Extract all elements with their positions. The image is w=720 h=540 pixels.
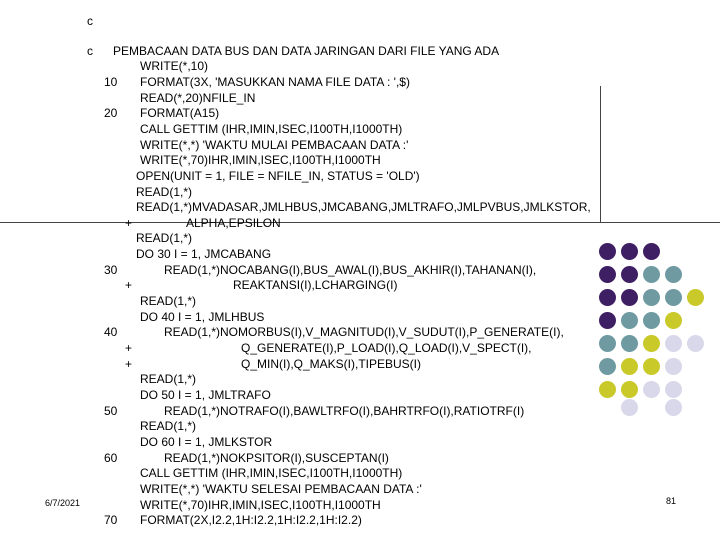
line-label: 60 [104, 450, 118, 465]
decorative-dot [643, 243, 660, 260]
code-line: CALL GETTIM (IHR,IMIN,ISEC,I100TH,I1000TH) [140, 466, 403, 481]
decorative-dot [665, 335, 682, 352]
decorative-dot [643, 381, 660, 398]
decorative-dot [599, 335, 616, 352]
code-line: Q_GENERATE(I),P_LOAD(I),Q_LOAD(I),V_SPECT(I), [241, 341, 532, 355]
code-line: READ(1,*) [140, 419, 197, 434]
code-line: WRITE(*,*) 'WAKTU MULAI PEMBACAAN DATA :' [140, 137, 409, 152]
decorative-dot [599, 289, 616, 306]
line-label: 20 [104, 106, 118, 121]
code-line: Q_MIN(I),Q_MAKS(I),TIPEBUS(I) [241, 356, 422, 371]
decorative-dot [665, 289, 682, 306]
code-line: WRITE(*,70)IHR,IMIN,ISEC,I100TH,I1000TH [140, 497, 381, 512]
decorative-dot [665, 358, 682, 375]
slide-date: 6/7/2021 [45, 498, 81, 508]
code-line: READ(*,20)NFILE_IN [140, 90, 256, 105]
line-label: + [125, 341, 133, 355]
code-line: READ(1,*) [140, 294, 197, 309]
code-line: READ(1,*) [140, 372, 197, 387]
decorative-dot [621, 358, 638, 375]
decorative-dot [665, 312, 682, 329]
code-line: ALPHA,EPSILON [186, 215, 281, 230]
horizontal-divider [0, 222, 720, 223]
code-line: DO 40 I = 1, JMLHBUS [140, 309, 265, 324]
decorative-dot [621, 312, 638, 329]
code-line: READ(1,*) [136, 184, 193, 199]
code-line: FORMAT(3X, 'MASUKKAN NAMA FILE DATA : ',$) [140, 74, 410, 89]
line-label: c [87, 14, 93, 28]
decorative-dot [621, 399, 638, 416]
decorative-dot [621, 266, 638, 283]
code-line: DO 60 I = 1, JMLKSTOR [140, 434, 273, 449]
line-label: + [125, 278, 133, 293]
line-label: 70 [104, 513, 118, 528]
line-label: 10 [104, 74, 118, 89]
code-line: READ(1,*)NOCABANG(I),BUS_AWAL(I),BUS_AKHIR(I),TAHANAN(I), [164, 262, 537, 277]
decorative-dot [643, 289, 660, 306]
decorative-dot [599, 312, 616, 329]
decorative-dot [643, 312, 660, 329]
slide-page-number: 81 [666, 496, 677, 506]
decorative-dot [621, 289, 638, 306]
decorative-dot [599, 381, 616, 398]
code-line: WRITE(*,10) [140, 59, 209, 74]
line-label: c [87, 43, 93, 58]
line-label: 50 [104, 403, 118, 418]
line-label: 40 [104, 325, 118, 340]
code-line: OPEN(UNIT = 1, FILE = NFILE_IN, STATUS = 'OLD') [136, 168, 420, 183]
code-line: READ(1,*)NOKPSITOR(I),SUSCEPTAN(I) [164, 450, 389, 465]
decorative-dot [665, 381, 682, 398]
decorative-dot [687, 335, 704, 352]
code-line: CALL GETTIM (IHR,IMIN,ISEC,I100TH,I1000TH) [140, 121, 403, 136]
decorative-dot [643, 335, 660, 352]
decorative-dot [621, 243, 638, 260]
code-line: READ(1,*) [136, 231, 193, 246]
code-line: READ(1,*)NOMORBUS(I),V_MAGNITUD(I),V_SUDUT(I),P_GENERATE(I), [164, 325, 564, 340]
decorative-dot [599, 243, 616, 260]
decorative-dot [621, 381, 638, 398]
vertical-divider [600, 86, 601, 222]
decorative-dot [621, 335, 638, 352]
decorative-dot [599, 266, 616, 283]
decorative-dot [665, 266, 682, 283]
decorative-dot [643, 358, 660, 375]
code-line: FORMAT(A15) [140, 106, 220, 121]
code-line: DO 30 I = 1, JMCABANG [136, 247, 272, 262]
decorative-dot [665, 399, 682, 416]
code-line: FORMAT(2X,I2.2,1H:I2.2,1H:I2.2,1H:I2.2) [140, 513, 362, 528]
code-line: WRITE(*,*) 'WAKTU SELESAI PEMBACAAN DATA :' [140, 481, 422, 496]
decorative-dot [687, 289, 704, 306]
line-label: 30 [104, 262, 118, 277]
code-line: READ(1,*)MVADASAR,JMLHBUS,JMCABANG,JMLTRAFO,JMLPVBUS,JMLKSTOR, [136, 200, 591, 215]
code-line: READ(1,*)NOTRAFO(I),BAWLTRFO(I),BAHRTRFO(I),RATIOTRF(I) [164, 403, 525, 418]
code-line: PEMBACAAN DATA BUS DAN DATA JARINGAN DARI FILE YANG ADA [113, 43, 500, 58]
line-label: + [125, 215, 133, 230]
line-label: + [125, 356, 133, 371]
decorative-dot [643, 266, 660, 283]
code-line: REAKTANSI(I),LCHARGING(I) [233, 278, 398, 293]
code-line: WRITE(*,70)IHR,IMIN,ISEC,I100TH,I1000TH [140, 153, 381, 168]
code-line: DO 50 I = 1, JMLTRAFO [140, 387, 271, 402]
decorative-dot [599, 358, 616, 375]
